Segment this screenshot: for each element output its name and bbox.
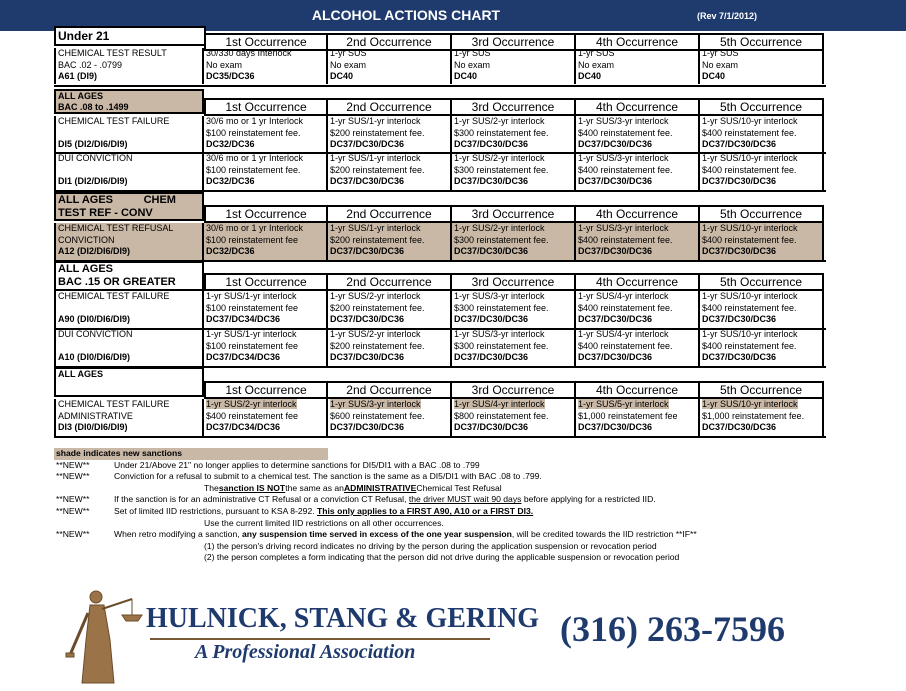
shade-legend: shade indicates new sanctions — [54, 448, 328, 460]
occurrence-header-row — [204, 98, 824, 116]
row-label: CHEMICAL TEST FAILURE ADMINISTRATIVE DI3 (DI0/DI6/DI9) — [54, 399, 204, 436]
cell: 1-yr SUS/2-yr interlock $300 reinstatement fee. DC37/DC30/DC36 — [452, 116, 576, 153]
cell: 1-yr SUS/10-yr interlock $1,000 reinstatement fee. DC37/DC30/DC36 — [700, 399, 824, 436]
cell: 1-yr SUS/5-yr interlock $1,000 reinstatement fee DC37/DC30/DC36 — [576, 399, 700, 436]
occ-5: 5th Occurrence — [700, 33, 824, 51]
section-label-all-ages-admin: ALL AGES — [54, 367, 204, 397]
table-row — [54, 153, 824, 190]
cell: 1-yr SUS/4-yr interlock $800 reinstatement fee. DC37/DC30/DC36 — [452, 399, 576, 436]
note-item: (2) the person completes a form indicating that the person did not drive during the applicable suspension or revocation period — [204, 552, 680, 563]
notes-section — [54, 448, 697, 564]
occ-3: 3rd Occurrence — [452, 273, 576, 291]
cell: 30/6 mo or 1 yr Interlock $100 reinstatement fee. DC32/DC36 — [204, 116, 328, 153]
cell: 1-yr SUS/10-yr interlock $400 reinstatement fee. DC37/DC30/DC36 — [700, 291, 824, 328]
divider — [150, 638, 490, 640]
cell: 30/6 mo or 1 yr Interlock $100 reinstatement fee DC32/DC36 — [204, 223, 328, 260]
divider — [54, 85, 826, 87]
occ-2: 2nd Occurrence — [328, 273, 452, 291]
occ-4: 4th Occurrence — [576, 273, 700, 291]
cell: 1-yr SUS No exam DC40 — [452, 48, 576, 84]
row-label: CHEMICAL TEST REFUSAL CONVICTION A12 (DI2/DI6/DI9) — [54, 223, 204, 260]
row-label: CHEMICAL TEST FAILURE DI5 (DI2/DI6/DI9) — [54, 116, 204, 153]
note-item: (1) the person's driving record indicates no driving by the person during the application suspension or revocation period — [204, 540, 657, 551]
row-label: DUI CONVICTION A10 (DI0/DI6/DI9) — [54, 329, 204, 366]
cell: 1-yr SUS/4-yr interlock $400 reinstatement fee. DC37/DC30/DC36 — [576, 291, 700, 328]
occ-5: 5th Occurrence — [700, 273, 824, 291]
cell: 1-yr SUS/1-yr interlock $100 reinstatement fee DC37/DC34/DC36 — [204, 329, 328, 366]
cell: 1-yr SUS/2-yr interlock $200 reinstatement fee. DC37/DC30/DC36 — [328, 291, 452, 328]
occ-4: 4th Occurrence — [576, 205, 700, 223]
cell: 1-yr SUS/10-yr interlock $400 reinstatement fee. DC37/DC30/DC36 — [700, 223, 824, 260]
firm-subtitle: A Professional Association — [195, 641, 416, 663]
occ-1: 1st Occurrence — [204, 33, 328, 51]
cell: 1-yr SUS/10-yr interlock $400 reinstatement fee. DC37/DC30/DC36 — [700, 116, 824, 153]
cell: 1-yr SUS/10-yr interlock $400 reinstatement fee. DC37/DC30/DC36 — [700, 329, 824, 366]
cell: 1-yr SUS/2-yr interlock $200 reinstatement fee. DC37/DC30/DC36 — [328, 329, 452, 366]
note-item: **NEW** Under 21/Above 21" no longer applies to determine sanctions for DI5/DI1 with a BAC .08 to .799 — [56, 459, 480, 470]
occ-2: 2nd Occurrence — [328, 381, 452, 399]
section-label-bac15: ALL AGES BAC .15 OR GREATER — [54, 261, 204, 291]
occ-3: 3rd Occurrence — [452, 33, 576, 51]
occ-4: 4th Occurrence — [576, 33, 700, 51]
note-item: **NEW** If the sanction is for an administrative CT Refusal or a conviction CT Refusal, the driver MUST wait 90 days before applying for a restricted IID. — [56, 494, 656, 505]
cell: 1-yr SUS/1-yr interlock $100 reinstatement fee DC37/DC34/DC36 — [204, 291, 328, 328]
cell: 1-yr SUS/1-yr interlock $200 reinstatement fee. DC37/DC30/DC36 — [328, 223, 452, 260]
cell: 30/330 days Interlock No exam DC35/DC36 — [204, 48, 328, 84]
chart-title: ALCOHOL ACTIONS CHART — [311, 7, 501, 23]
note-item: Use the current limited IID restrictions on all other occurrences. — [204, 517, 444, 528]
occ-1: 1st Occurrence — [204, 273, 328, 291]
cell: 1-yr SUS/3-yr interlock $400 reinstatement fee. DC37/DC30/DC36 — [576, 153, 700, 190]
cell: 1-yr SUS/1-yr interlock $200 reinstatement fee. DC37/DC30/DC36 — [328, 153, 452, 190]
row-label: CHEMICAL TEST FAILURE A90 (DI0/DI6/DI9) — [54, 291, 204, 328]
revision-date: (Rev 7/1/2012) — [697, 11, 758, 21]
occ-3: 3rd Occurrence — [452, 98, 576, 116]
cell: 1-yr SUS/3-yr interlock $600 reinstatement fee. DC37/DC30/DC36 — [328, 399, 452, 436]
cell: 1-yr SUS/1-yr interlock $200 reinstatement fee. DC37/DC30/DC36 — [328, 116, 452, 153]
note-item: The sanction IS NOT the same as an ADMINISTRATIVE Chemical Test Refusal — [204, 482, 502, 493]
occ-1: 1st Occurrence — [204, 98, 328, 116]
occurrence-header-row — [204, 273, 824, 291]
occ-4: 4th Occurrence — [576, 98, 700, 116]
table-row — [54, 116, 824, 153]
occ-2: 2nd Occurrence — [328, 205, 452, 223]
note-item: **NEW** Conviction for a refusal to submit to a chemical test. The sanction is the same as a DI5/DI1 with BAC .08 to .799. — [56, 471, 542, 482]
cell: 1-yr SUS/3-yr interlock $400 reinstatement fee. DC37/DC30/DC36 — [576, 223, 700, 260]
cell: 1-yr SUS/3-yr interlock $300 reinstatement fee. DC37/DC30/DC36 — [452, 291, 576, 328]
occ-3: 3rd Occurrence — [452, 381, 576, 399]
table-row — [54, 48, 824, 84]
occurrence-header-row — [204, 381, 824, 399]
cell: 1-yr SUS/2-yr interlock $300 reinstatement fee. DC37/DC30/DC36 — [452, 223, 576, 260]
section-label-under21: Under 21 — [54, 26, 206, 46]
occ-4: 4th Occurrence — [576, 381, 700, 399]
section-label-bac08: ALL AGES BAC .08 to .1499 — [54, 89, 204, 114]
table-row — [54, 329, 824, 366]
occ-1: 1st Occurrence — [204, 205, 328, 223]
occ-3: 3rd Occurrence — [452, 205, 576, 223]
occ-1: 1st Occurrence — [204, 381, 328, 399]
table-row — [54, 399, 824, 436]
section-label-chem-ref-conv: ALL AGES CHEM TEST REF - CONV — [54, 192, 204, 221]
cell: 1-yr SUS/2-yr interlock $400 reinstatement fee DC37/DC34/DC36 — [204, 399, 328, 436]
note-item: **NEW** When retro modifying a sanction, any suspension time served in excess of the one year suspension, will be credited towards the IID restriction **IF** — [56, 529, 697, 540]
cell: 30/6 mo or 1 yr Interlock $100 reinstatement fee. DC32/DC36 — [204, 153, 328, 190]
occ-5: 5th Occurrence — [700, 98, 824, 116]
cell: 1-yr SUS/3-yr interlock $400 reinstatement fee. DC37/DC30/DC36 — [576, 116, 700, 153]
occ-5: 5th Occurrence — [700, 205, 824, 223]
cell: 1-yr SUS No exam DC40 — [328, 48, 452, 84]
cell: 1-yr SUS/2-yr interlock $300 reinstatement fee. DC37/DC30/DC36 — [452, 153, 576, 190]
lady-justice-icon — [52, 585, 148, 685]
occ-2: 2nd Occurrence — [328, 98, 452, 116]
cell: 1-yr SUS/3-yr interlock $300 reinstatement fee. DC37/DC30/DC36 — [452, 329, 576, 366]
cell: 1-yr SUS No exam DC40 — [576, 48, 700, 84]
occurrence-header-row — [204, 205, 824, 223]
table-row — [54, 223, 824, 260]
phone-number: (316) 263-7596 — [560, 609, 785, 649]
occ-5: 5th Occurrence — [700, 381, 824, 399]
table-row — [54, 291, 824, 328]
row-label: DUI CONVICTION DI1 (DI2/DI6/DI9) — [54, 153, 204, 190]
occ-2: 2nd Occurrence — [328, 33, 452, 51]
cell: 1-yr SUS/10-yr interlock $400 reinstatement fee. DC37/DC30/DC36 — [700, 153, 824, 190]
cell: 1-yr SUS No exam DC40 — [700, 48, 824, 84]
row-label: CHEMICAL TEST RESULT BAC .02 - .0799 A61 (DI9) — [54, 48, 204, 84]
firm-name: HULNICK, STANG & GERING — [146, 603, 540, 634]
note-item: **NEW** Set of limited IID restrictions, pursuant to KSA 8-292. This only applies to a FIRST A90, A10 or a FIRST DI3. — [56, 505, 534, 516]
divider — [54, 436, 826, 438]
cell: 1-yr SUS/4-yr interlock $400 reinstatement fee. DC37/DC30/DC36 — [576, 329, 700, 366]
